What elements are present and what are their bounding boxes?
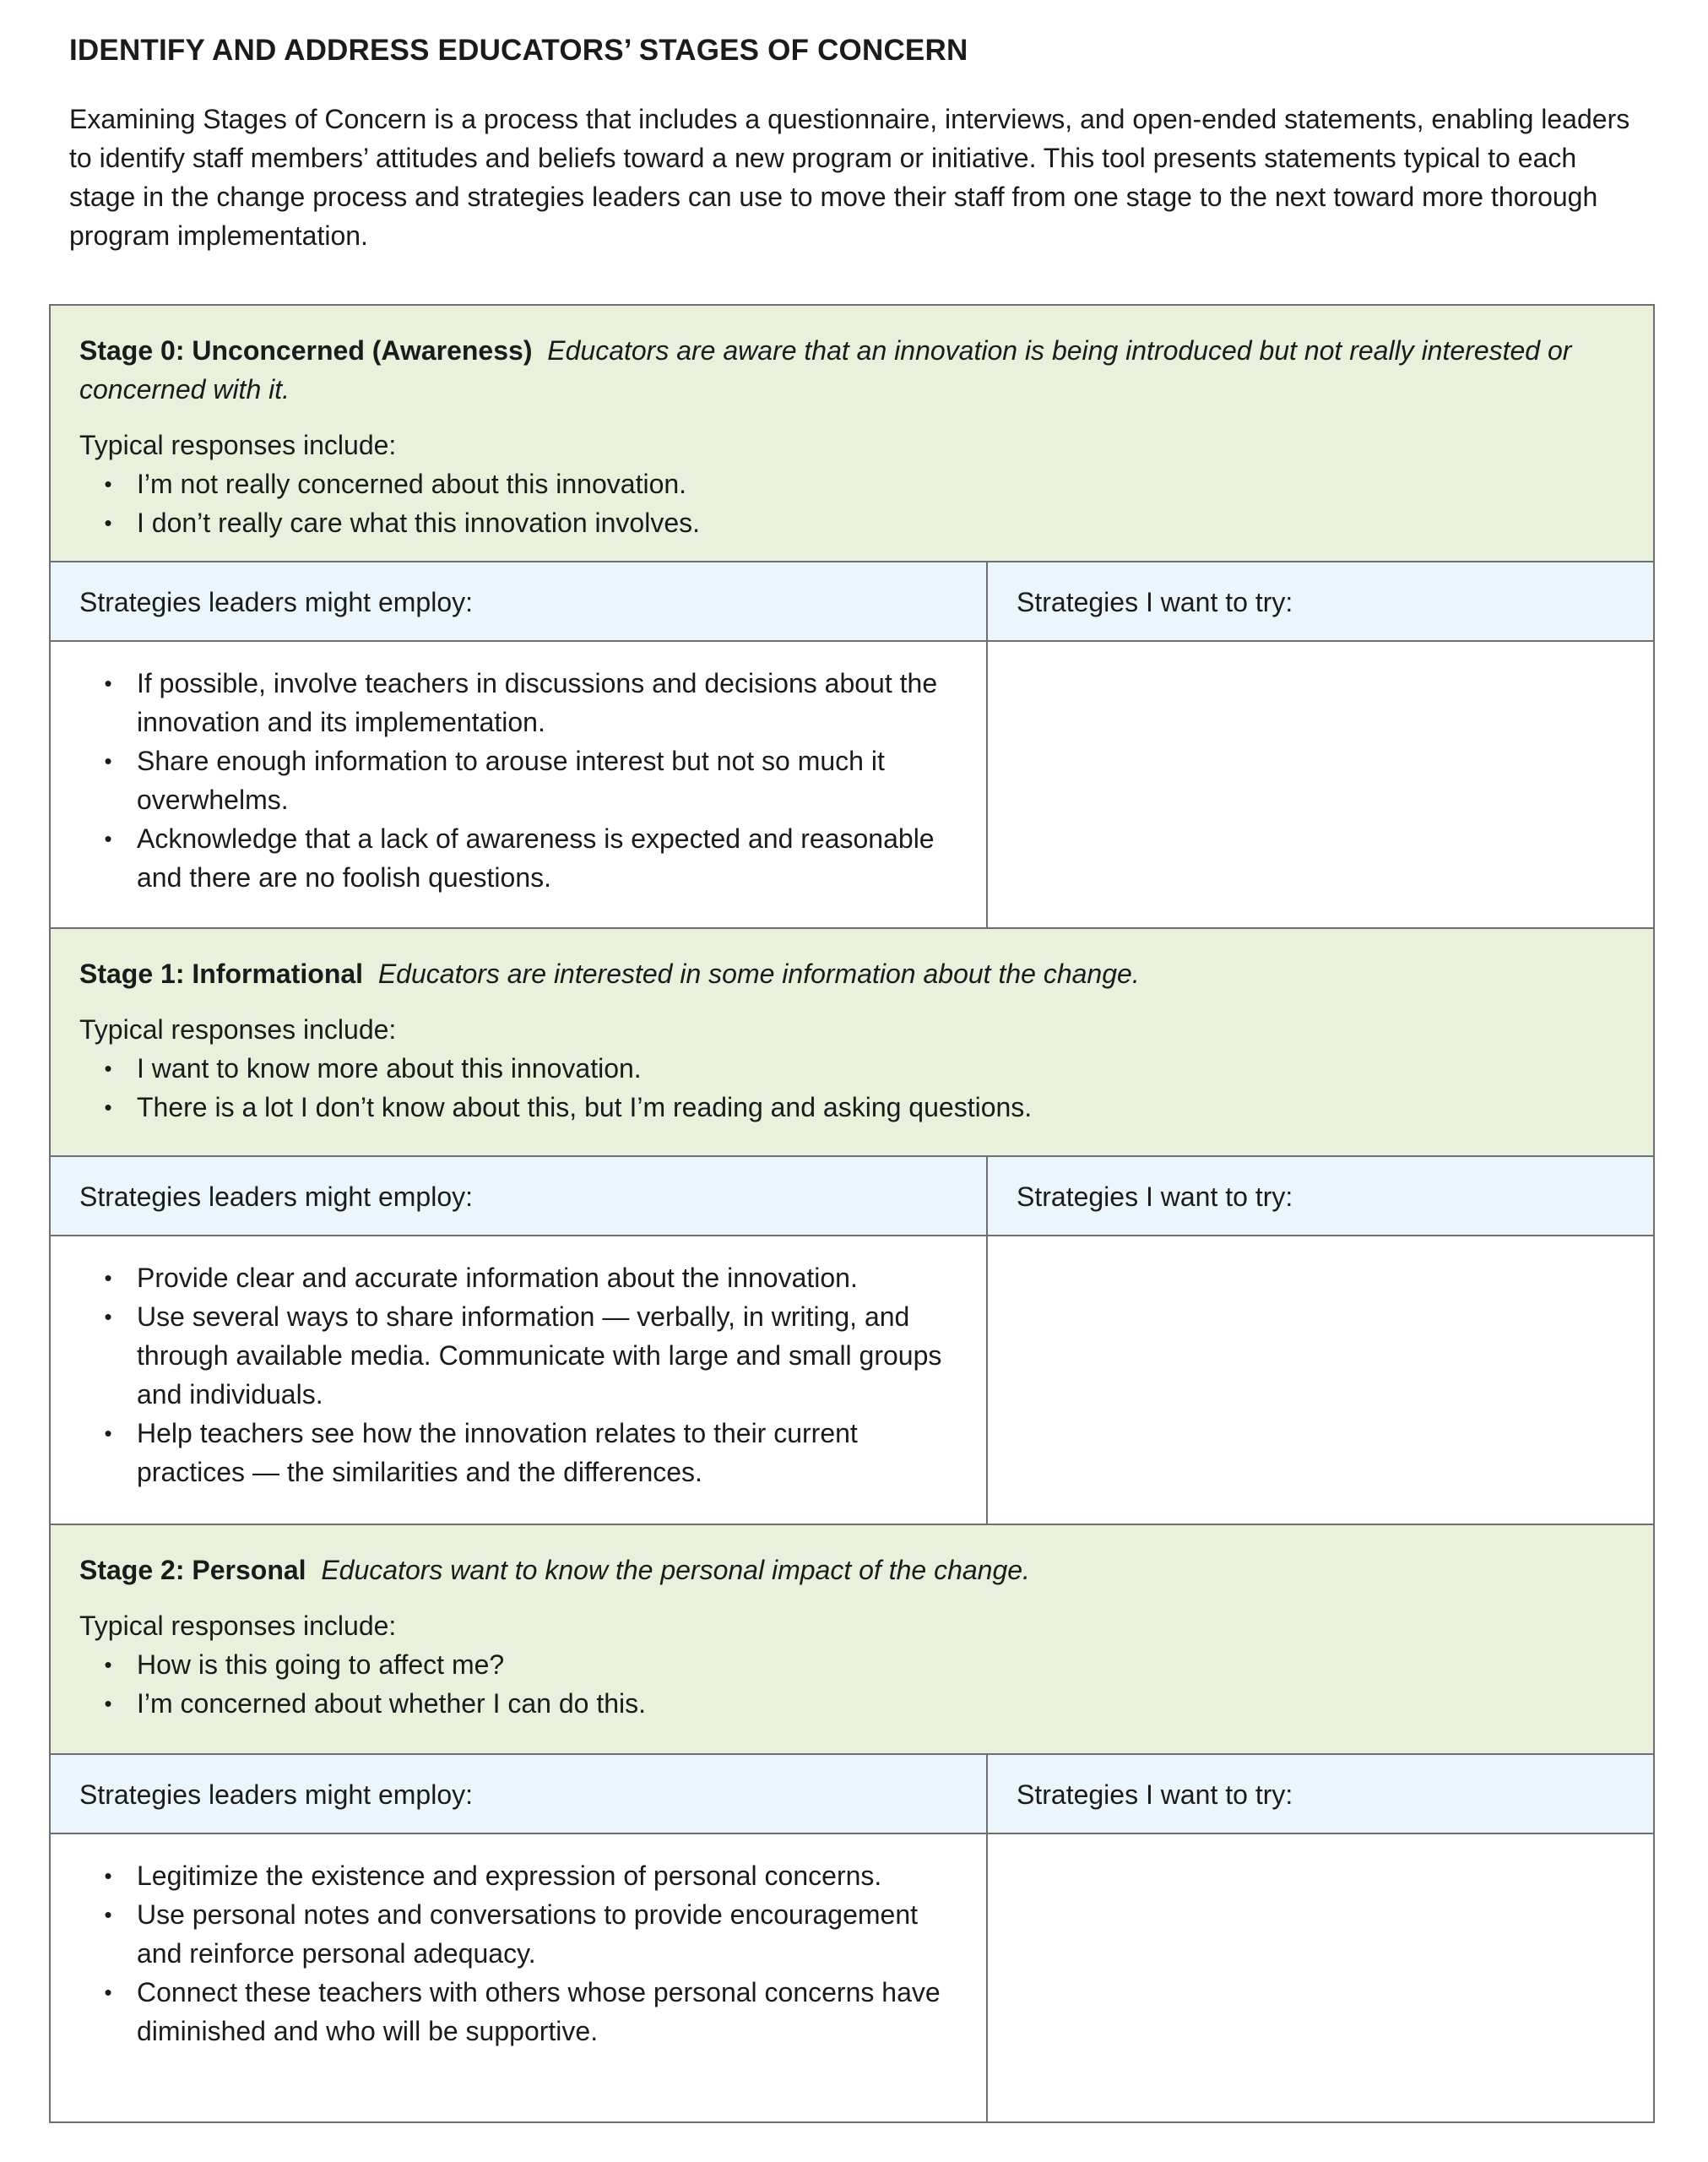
stage-0-typical-label: Typical responses include: bbox=[79, 430, 397, 460]
strategy-text: Use personal notes and conversations to provide encouragement and reinforce personal adequacy. bbox=[137, 1899, 919, 1969]
strategy-item bbox=[79, 1297, 957, 1414]
strategy-text: Help teachers see how the innovation relates to their current practices — the similarities and the differences. bbox=[137, 1418, 858, 1487]
stage-0-responses bbox=[79, 464, 1624, 542]
strategies-leaders-heading: Strategies leaders might employ: bbox=[51, 1755, 988, 1833]
strategy-item bbox=[79, 1973, 957, 2051]
stage-0-header bbox=[51, 306, 1653, 562]
bullet: • bbox=[104, 671, 112, 696]
response-item bbox=[79, 464, 1624, 503]
stage-1-strategies-header bbox=[51, 1157, 1653, 1236]
intro-paragraph: Examining Stages of Concern is a process that includes a questionnaire, interviews, and open-ended statements, enabling leaders to identify staff members’ attitudes and beliefs toward a new program or initiative. This tool presents statements typical to each stage in the change process and strategies leaders can use to move their staff from one stage to the next toward more thorough program implementation. bbox=[69, 104, 1630, 251]
stage-1-header bbox=[51, 929, 1653, 1157]
bullet: • bbox=[104, 748, 112, 774]
stage-1-responses bbox=[79, 1049, 1624, 1127]
response-text: There is a lot I don’t know about this, but I’m reading and asking questions. bbox=[137, 1092, 1033, 1122]
bullet: • bbox=[104, 1863, 112, 1888]
bullet: • bbox=[104, 826, 112, 851]
response-item bbox=[79, 1684, 1624, 1723]
stage-2-header bbox=[51, 1525, 1653, 1755]
stage-1-heading bbox=[79, 954, 1624, 993]
stage-0-strategies-header bbox=[51, 562, 1653, 642]
stage-0-description: Educators are aware that an innovation is being introduced but not really interested or concerned with it. bbox=[79, 335, 1572, 405]
stage-2-strategies-body bbox=[51, 1834, 1653, 2121]
stage-0-strategies-to-try-field[interactable] bbox=[988, 642, 1653, 927]
strategy-text: Acknowledge that a lack of awareness is expected and reasonable and there are no foolish questions. bbox=[137, 823, 935, 893]
strategies-try-heading: Strategies I want to try: bbox=[1017, 587, 1293, 617]
stage-2-strategies-header bbox=[51, 1755, 1653, 1834]
page-title: IDENTIFY AND ADDRESS EDUCATORS’ STAGES OF CONCERN bbox=[69, 34, 968, 67]
response-text: I want to know more about this innovation. bbox=[137, 1053, 642, 1084]
stage-1-strategies bbox=[79, 1258, 957, 1491]
strategy-item bbox=[79, 741, 957, 819]
stage-2-title: Stage 2: Personal bbox=[79, 1555, 306, 1585]
strategy-text: Share enough information to arouse interest but not so much it overwhelms. bbox=[137, 746, 885, 815]
strategy-item bbox=[79, 1895, 957, 1973]
response-text: I’m not really concerned about this innovation. bbox=[137, 469, 687, 499]
response-item bbox=[79, 1645, 1624, 1684]
strategies-try-heading: Strategies I want to try: bbox=[1017, 1779, 1293, 1810]
stage-0-title: Stage 0: Unconcerned (Awareness) bbox=[79, 335, 533, 366]
strategy-item bbox=[79, 1856, 957, 1895]
response-text: I don’t really care what this innovation involves. bbox=[137, 508, 701, 538]
stage-1-title: Stage 1: Informational bbox=[79, 959, 364, 989]
stage-2-strategies-to-try-field[interactable] bbox=[988, 1834, 1653, 2121]
stage-1-strategies-to-try-field[interactable] bbox=[988, 1236, 1653, 1524]
strategy-text: Legitimize the existence and expression of personal concerns. bbox=[137, 1861, 882, 1891]
response-item bbox=[79, 1088, 1624, 1127]
response-item bbox=[79, 503, 1624, 542]
strategy-text: If possible, involve teachers in discussions and decisions about the innovation and its implementation. bbox=[137, 668, 938, 737]
strategies-leaders-heading: Strategies leaders might employ: bbox=[51, 562, 988, 640]
bullet: • bbox=[104, 1652, 112, 1677]
stage-0-strategies bbox=[79, 664, 957, 897]
stage-2-strategies bbox=[79, 1856, 957, 2051]
stage-2-responses bbox=[79, 1645, 1624, 1723]
bullet: • bbox=[104, 1265, 112, 1290]
stage-1-typical-label: Typical responses include: bbox=[79, 1014, 397, 1045]
bullet: • bbox=[104, 510, 112, 535]
stage-1-strategies-list-cell bbox=[51, 1236, 988, 1524]
strategy-item bbox=[79, 664, 957, 741]
stage-2-typical-label: Typical responses include: bbox=[79, 1611, 397, 1641]
stage-0-strategies-list-cell bbox=[51, 642, 988, 927]
strategy-text: Provide clear and accurate information about the innovation. bbox=[137, 1263, 858, 1293]
response-item bbox=[79, 1049, 1624, 1088]
stage-1-strategies-body bbox=[51, 1236, 1653, 1525]
stage-2-heading bbox=[79, 1551, 1624, 1589]
response-text: How is this going to affect me? bbox=[137, 1649, 505, 1680]
stage-0-heading bbox=[79, 331, 1624, 409]
stage-0-strategies-body bbox=[51, 642, 1653, 929]
bullet: • bbox=[104, 1304, 112, 1329]
bullet: • bbox=[104, 471, 112, 497]
strategy-text: Connect these teachers with others whose personal concerns have diminished and who will be supportive. bbox=[137, 1977, 941, 2046]
bullet: • bbox=[104, 1095, 112, 1120]
strategy-item bbox=[79, 1414, 957, 1491]
bullet: • bbox=[104, 1691, 112, 1716]
strategy-item bbox=[79, 1258, 957, 1297]
stages-table bbox=[49, 304, 1655, 2123]
strategies-leaders-heading: Strategies leaders might employ: bbox=[51, 1157, 988, 1235]
strategies-try-heading: Strategies I want to try: bbox=[1017, 1181, 1293, 1212]
stage-2-strategies-list-cell bbox=[51, 1834, 988, 2121]
strategy-item bbox=[79, 819, 957, 897]
strategy-text: Use several ways to share information — verbally, in writing, and through available media. Communicate with large and small groups and individuals. bbox=[137, 1301, 942, 1410]
bullet: • bbox=[104, 1902, 112, 1927]
response-text: I’m concerned about whether I can do this. bbox=[137, 1688, 647, 1719]
bullet: • bbox=[104, 1980, 112, 2005]
stage-2-description: Educators want to know the personal impact of the change. bbox=[321, 1555, 1030, 1585]
stage-1-description: Educators are interested in some information about the change. bbox=[377, 959, 1140, 989]
bullet: • bbox=[104, 1421, 112, 1446]
bullet: • bbox=[104, 1056, 112, 1081]
